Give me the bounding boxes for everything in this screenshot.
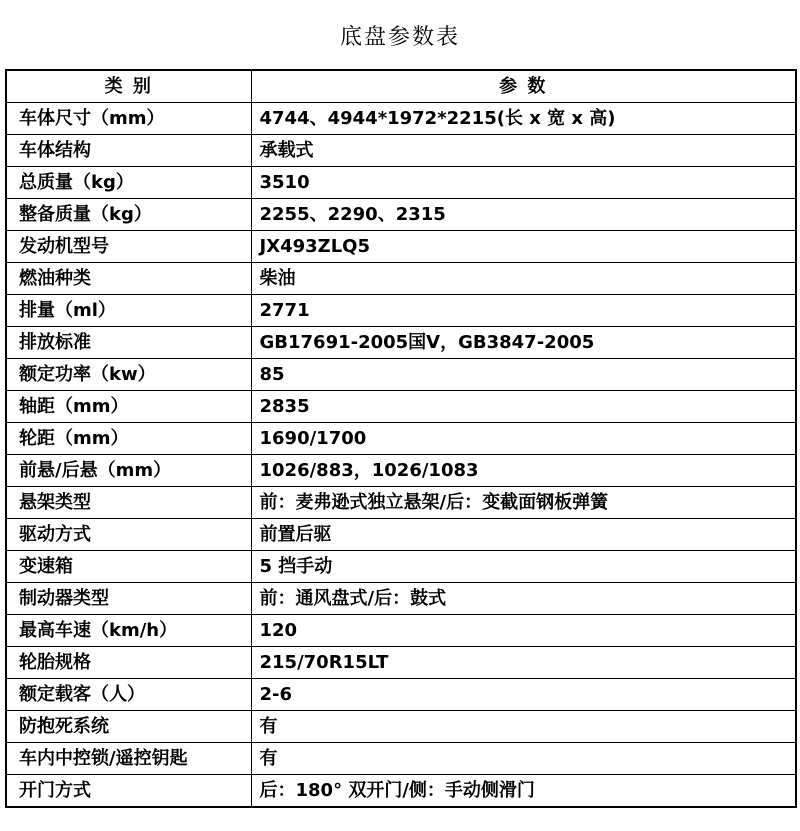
row-label: 轮胎规格 <box>6 647 251 679</box>
row-value: 215/70R15LT <box>251 647 796 679</box>
row-value: GB17691-2005国Ⅴ，GB3847-2005 <box>251 327 796 359</box>
table-row <box>6 231 796 263</box>
table-row <box>6 423 796 455</box>
row-value: 有 <box>251 711 796 743</box>
row-value: 前置后驱 <box>251 519 796 551</box>
table-row <box>6 103 796 135</box>
table-row <box>6 295 796 327</box>
table-row <box>6 583 796 615</box>
row-value: 2771 <box>251 295 796 327</box>
table-row <box>6 359 796 391</box>
row-label: 总质量（kg） <box>6 167 251 199</box>
table-header-row <box>6 70 796 103</box>
table-row <box>6 487 796 519</box>
row-label: 制动器类型 <box>6 583 251 615</box>
row-label: 变速箱 <box>6 551 251 583</box>
row-value: 承载式 <box>251 135 796 167</box>
table-row <box>6 263 796 295</box>
row-label: 前悬/后悬（mm） <box>6 455 251 487</box>
row-label: 发动机型号 <box>6 231 251 263</box>
row-label: 驱动方式 <box>6 519 251 551</box>
row-label: 燃油种类 <box>6 263 251 295</box>
row-label: 车体结构 <box>6 135 251 167</box>
row-label: 额定功率（kw） <box>6 359 251 391</box>
table-row <box>6 167 796 199</box>
page-title: 底盘参数表 <box>339 25 460 50</box>
row-value: 前：通风盘式/后：鼓式 <box>251 583 796 615</box>
row-value: 2835 <box>251 391 796 423</box>
table-row <box>6 711 796 743</box>
row-label: 车内中控锁/遥控钥匙 <box>6 743 251 775</box>
table-row <box>6 647 796 679</box>
row-label: 额定载客（人） <box>6 679 251 711</box>
table-row <box>6 775 796 808</box>
row-value: 3510 <box>251 167 796 199</box>
row-value: 后：180° 双开门/侧：手动侧滑门 <box>251 775 796 808</box>
row-label: 防抱死系统 <box>6 711 251 743</box>
row-label: 悬架类型 <box>6 487 251 519</box>
row-value: 2-6 <box>251 679 796 711</box>
table-row <box>6 743 796 775</box>
row-label: 整备质量（kg） <box>6 199 251 231</box>
row-label: 轮距（mm） <box>6 423 251 455</box>
row-label: 开门方式 <box>6 775 251 808</box>
row-value: JX493ZLQ5 <box>251 231 796 263</box>
header-category: 类 别 <box>6 70 251 103</box>
row-value: 5 挡手动 <box>251 551 796 583</box>
table-row <box>6 679 796 711</box>
table-row <box>6 135 796 167</box>
row-label: 排量（ml） <box>6 295 251 327</box>
row-label: 轴距（mm） <box>6 391 251 423</box>
header-parameter: 参 数 <box>251 70 796 103</box>
row-label: 车体尺寸（mm） <box>6 103 251 135</box>
row-value: 85 <box>251 359 796 391</box>
chassis-spec-table <box>5 69 797 808</box>
table-row <box>6 327 796 359</box>
row-value: 1026/883，1026/1083 <box>251 455 796 487</box>
table-row <box>6 551 796 583</box>
row-value: 4744、4944*1972*2215(长 x 宽 x 高) <box>251 103 796 135</box>
row-label: 最高车速（km/h） <box>6 615 251 647</box>
row-value: 1690/1700 <box>251 423 796 455</box>
table-row <box>6 455 796 487</box>
table-row <box>6 199 796 231</box>
table-row <box>6 519 796 551</box>
table-row <box>6 391 796 423</box>
row-value: 前：麦弗逊式独立悬架/后：变截面钢板弹簧 <box>251 487 796 519</box>
row-value: 有 <box>251 743 796 775</box>
row-value: 120 <box>251 615 796 647</box>
row-value: 柴油 <box>251 263 796 295</box>
row-value: 2255、2290、2315 <box>251 199 796 231</box>
table-row <box>6 615 796 647</box>
row-label: 排放标准 <box>6 327 251 359</box>
